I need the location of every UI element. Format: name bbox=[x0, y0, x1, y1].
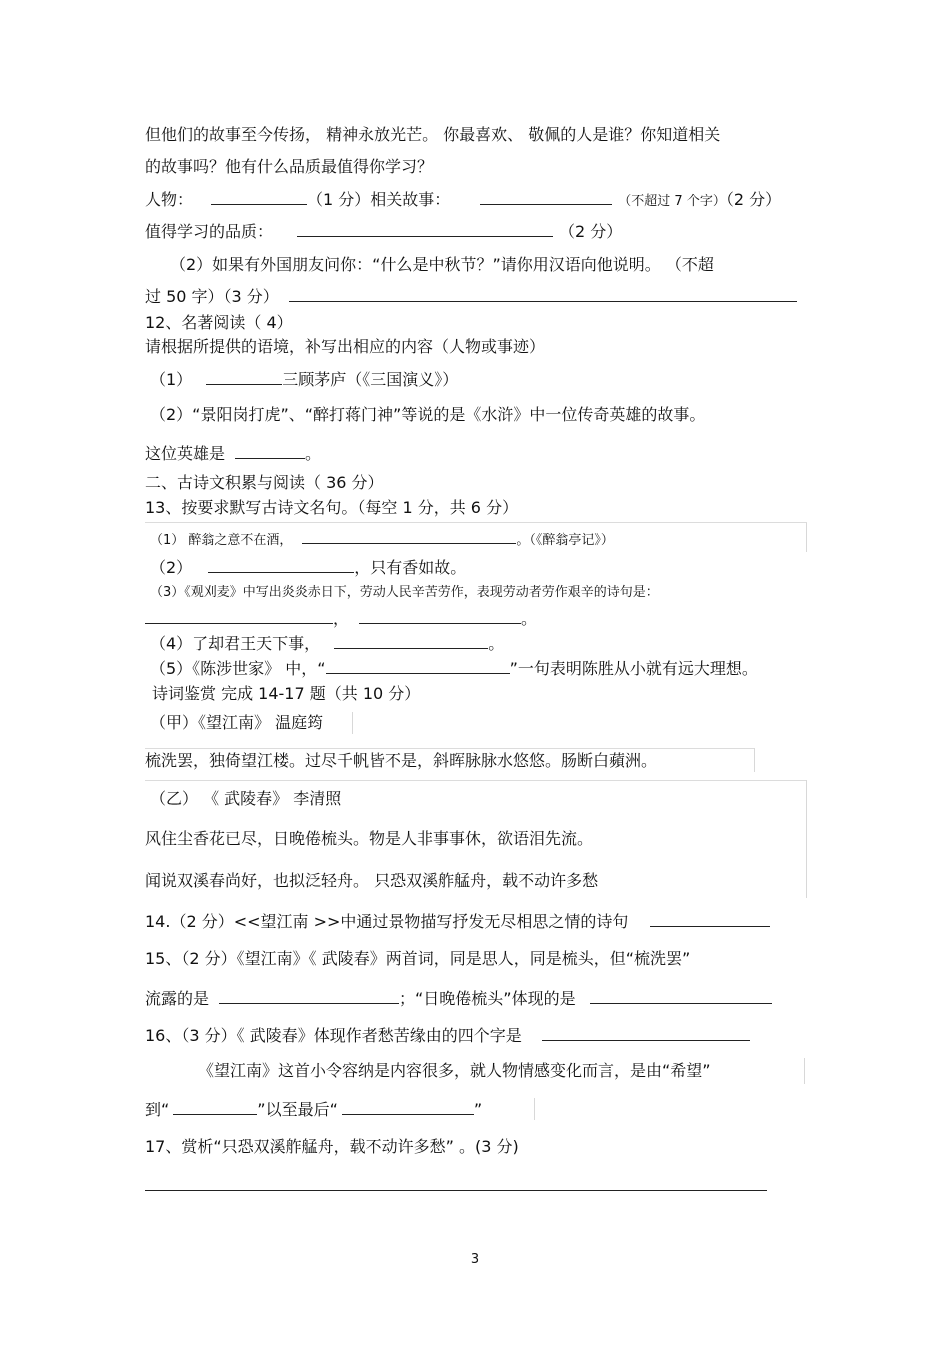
question-heading: 13、按要求默写古诗文名句。（每空 1 分，共 6 分） bbox=[145, 498, 519, 517]
answer-line-midautumn: 过 50 字）（3 分） bbox=[145, 285, 797, 308]
fill-blank[interactable] bbox=[208, 556, 354, 573]
border-line bbox=[534, 1098, 535, 1120]
answer-line-quality: 值得学习的品质： （2 分） bbox=[145, 222, 623, 241]
answer-line: ， 。 bbox=[145, 607, 537, 630]
section-heading: 二、古诗文积累与阅读（ 36 分） bbox=[145, 473, 384, 492]
border-line bbox=[145, 780, 807, 781]
poem-line: 闻说双溪春尚好，也拟泛轻舟。 只恐双溪舴艋舟，载不动许多愁 bbox=[145, 871, 599, 890]
border-line bbox=[754, 748, 755, 772]
answer-rule[interactable] bbox=[145, 1190, 767, 1191]
fill-blank[interactable] bbox=[235, 442, 305, 459]
text-line: 请根据所提供的语境，补写出相应的内容（人物或事迹） bbox=[145, 337, 546, 356]
text-line: （2）“景阳岗打虎”、“醉打蒋门神”等说的是《水浒》中一位传奇英雄的故事。 bbox=[150, 405, 706, 424]
page-number: 3 bbox=[470, 1252, 480, 1267]
text-line: （3）《观刈麦》中写出炎炎赤日下，劳动人民辛苦劳作，表现劳动者劳作艰辛的诗句是： bbox=[150, 585, 659, 600]
fill-blank[interactable] bbox=[542, 1024, 750, 1041]
fill-blank[interactable] bbox=[297, 220, 553, 237]
fill-blank[interactable] bbox=[342, 1098, 474, 1115]
answer-line: （1） 三顾茅庐（《三国演义》） bbox=[150, 370, 459, 389]
fill-blank[interactable] bbox=[173, 1098, 257, 1115]
answer-line: 流露的是 ；“日晚倦梳头”体现的是 bbox=[145, 987, 772, 1010]
question-line: 《望江南》这首小令容纳是内容很多，就人物情感变化而言，是由“希望” bbox=[198, 1061, 711, 1080]
poem-line: 梳洗罢，独倚望江楼。过尽千帆皆不是，斜晖脉脉水悠悠。肠断白蘋洲。 bbox=[145, 751, 658, 770]
border-line bbox=[352, 712, 353, 734]
fill-blank[interactable] bbox=[145, 607, 333, 624]
section-heading: 诗词鉴赏 完成 14-17 题（共 10 分） bbox=[152, 684, 421, 703]
fill-blank[interactable] bbox=[211, 188, 307, 205]
poem-title: （乙） 《 武陵春》 李清照 bbox=[150, 789, 342, 808]
question-line: 14.（2 分）<<望江南 >>中通过景物描写抒发无尽相思之情的诗句 bbox=[145, 910, 770, 933]
fill-blank[interactable] bbox=[334, 632, 488, 649]
fill-blank[interactable] bbox=[206, 368, 282, 385]
text-line: 但他们的故事至今传扬， 精神永放光芒。 你最喜欢、 敬佩的人是谁？你知道相关 bbox=[145, 125, 721, 144]
border-line bbox=[806, 522, 807, 552]
fill-blank[interactable] bbox=[480, 188, 612, 205]
fill-blank[interactable] bbox=[219, 987, 399, 1004]
text-line: 的故事吗？他有什么品质最值得你学习？ bbox=[145, 157, 434, 176]
border-line bbox=[806, 780, 807, 898]
answer-line: 到“ ”以至最后“ ” bbox=[145, 1100, 483, 1119]
border-line bbox=[804, 1058, 805, 1084]
answer-line: （1） 醉翁之意不在酒， 。（《醉翁亭记》） bbox=[150, 530, 614, 552]
question-line: 17、赏析“只恐双溪舴艋舟，载不动许多愁” 。(3 分) bbox=[145, 1137, 519, 1156]
answer-line: （4）了却君王天下事， 。 bbox=[150, 634, 505, 653]
text-line: （2）如果有外国朋友问你：“什么是中秋节？”请你用汉语向他说明。 （不超 bbox=[170, 255, 714, 274]
fill-blank[interactable] bbox=[302, 530, 516, 544]
fill-blank[interactable] bbox=[590, 987, 772, 1004]
answer-line: （5）《陈涉世家》 中，“ ”一句表明陈胜从小就有远大理想。 bbox=[150, 659, 758, 678]
border-line bbox=[145, 748, 755, 749]
answer-line: 这位英雄是 。 bbox=[145, 444, 322, 463]
border-line bbox=[145, 522, 807, 523]
answer-line: （2） ，只有香如故。 bbox=[150, 558, 467, 577]
question-line: 15、（2 分）《望江南》《 武陵春》两首词，同是思人，同是梳头，但“梳洗罢” bbox=[145, 949, 691, 968]
answer-line-person: 人物： （1 分）相关故事： （不超过 7 个字）（2 分） bbox=[145, 190, 782, 209]
question-line: 16、（3 分）《 武陵春》体现作者愁苦缘由的四个字是 bbox=[145, 1024, 750, 1047]
fill-blank[interactable] bbox=[289, 285, 797, 302]
poem-title: （甲）《望江南》 温庭筠 bbox=[150, 713, 324, 732]
fill-blank[interactable] bbox=[650, 910, 770, 927]
poem-line: 风住尘香花已尽，日晚倦梳头。物是人非事事休，欲语泪先流。 bbox=[145, 829, 594, 848]
section-heading: 12、名著阅读（ 4） bbox=[145, 313, 293, 332]
fill-blank[interactable] bbox=[359, 607, 521, 624]
fill-blank[interactable] bbox=[326, 657, 510, 674]
